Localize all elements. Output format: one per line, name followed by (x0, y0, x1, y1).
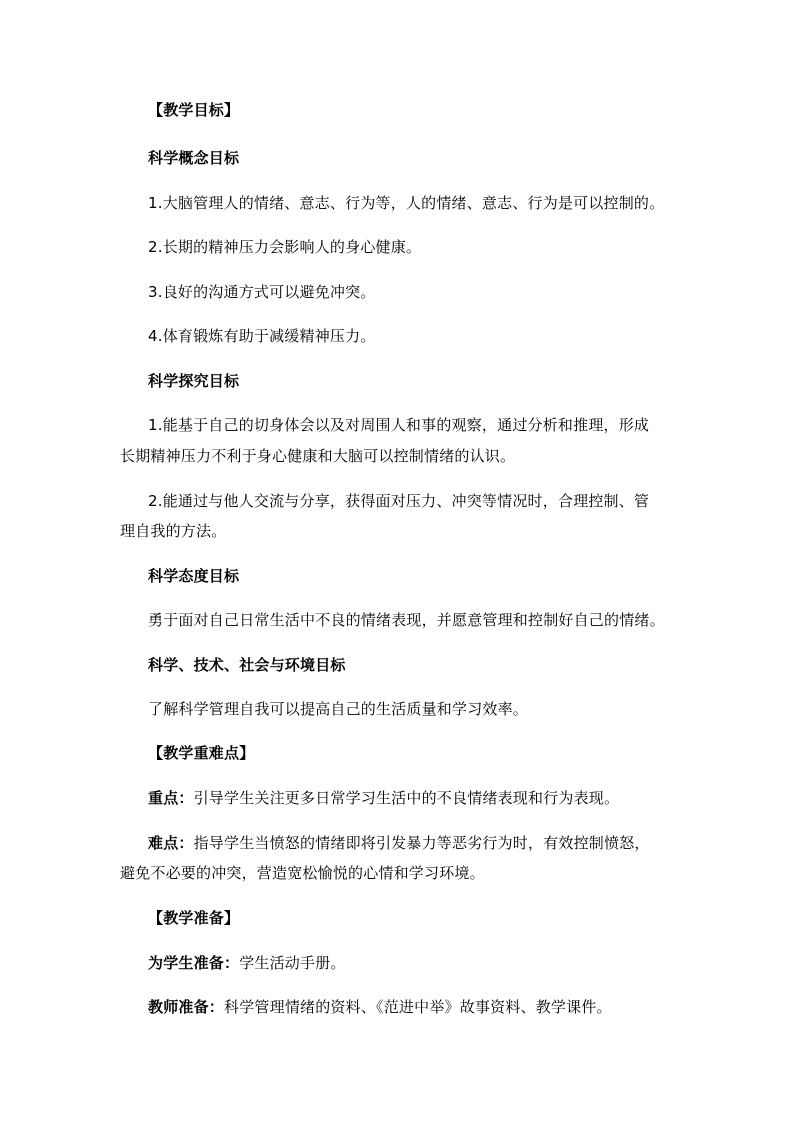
paragraph-inquiry-2-line-2 (120, 521, 226, 541)
subheading-science-concept (148, 148, 239, 168)
heading-text: 【教学目标】 (148, 101, 240, 119)
paragraph-stse (148, 699, 528, 719)
paragraph-text: 3.良好的沟通方式可以避免冲突。 (148, 283, 376, 301)
paragraph-teacher-preparation (148, 997, 612, 1017)
paragraph-concept-1 (148, 193, 664, 213)
paragraph-text: 科学管理情绪的资料、《范进中举》故事资料、教学课件。 (224, 998, 612, 1016)
paragraph-attitude (148, 610, 665, 630)
subheading-text: 科学态度目标 (148, 567, 240, 585)
subheading-text: 科学、技术、社会与环境目标 (148, 656, 346, 674)
paragraph-key-point (148, 788, 619, 808)
paragraph-text: 2.能通过与他人交流与分享，获得面对压力、冲突等情况时，合理控制、管 (148, 492, 650, 510)
subheading-science-inquiry (148, 371, 239, 391)
paragraph-text: 长期精神压力不利于身心健康和大脑可以控制情绪的认识。 (120, 447, 516, 465)
paragraph-text: 4.体育锻炼有助于减缓精神压力。 (148, 327, 376, 345)
heading-text: 【教学重难点】 (148, 744, 255, 762)
paragraph-concept-2 (148, 237, 421, 257)
paragraph-label: 教师准备： (148, 998, 225, 1016)
heading-text: 【教学准备】 (148, 909, 240, 927)
paragraph-label: 为学生准备： (148, 954, 240, 972)
paragraph-text: 学生活动手册。 (239, 954, 346, 972)
paragraph-text: 指导学生当愤怒的情绪即将引发暴力等恶劣行为时，有效控制愤怒， (193, 834, 650, 852)
paragraph-text: 勇于面对自己日常生活中不良的情绪表现，并愿意管理和控制好自己的情绪。 (148, 611, 665, 629)
heading-teaching-objectives (148, 100, 239, 120)
paragraph-text: 理自我的方法。 (120, 522, 227, 540)
heading-teaching-preparation (148, 908, 239, 928)
paragraph-student-preparation (148, 953, 346, 973)
paragraph-text: 了解科学管理自我可以提高自己的生活质量和学习效率。 (148, 700, 529, 718)
paragraph-text: 1.大脑管理人的情绪、意志、行为等，人的情绪、意志、行为是可以控制的。 (148, 194, 665, 212)
paragraph-difficult-point-line-1 (148, 833, 650, 853)
subheading-text: 科学概念目标 (148, 149, 240, 167)
subheading-stse (148, 655, 346, 675)
subheading-science-attitude (148, 566, 239, 586)
paragraph-concept-4 (148, 326, 376, 346)
heading-key-difficult-points (148, 743, 254, 763)
paragraph-text: 引导学生关注更多日常学习生活中的不良情绪表现和行为表现。 (193, 789, 620, 807)
paragraph-inquiry-1-line-1 (148, 415, 649, 435)
paragraph-label: 重点： (148, 789, 194, 807)
paragraph-text: 1.能基于自己的切身体会以及对周围人和事的观察，通过分析和推理，形成 (148, 416, 650, 434)
paragraph-concept-3 (148, 282, 376, 302)
paragraph-difficult-point-line-2 (120, 863, 485, 883)
paragraph-text: 避免不必要的冲突，营造宽松愉悦的心情和学习环境。 (120, 864, 485, 882)
paragraph-text: 2.长期的精神压力会影响人的身心健康。 (148, 238, 422, 256)
paragraph-inquiry-2-line-1 (148, 491, 649, 511)
subheading-text: 科学探究目标 (148, 372, 240, 390)
paragraph-label: 难点： (148, 834, 194, 852)
paragraph-inquiry-1-line-2 (120, 446, 515, 466)
